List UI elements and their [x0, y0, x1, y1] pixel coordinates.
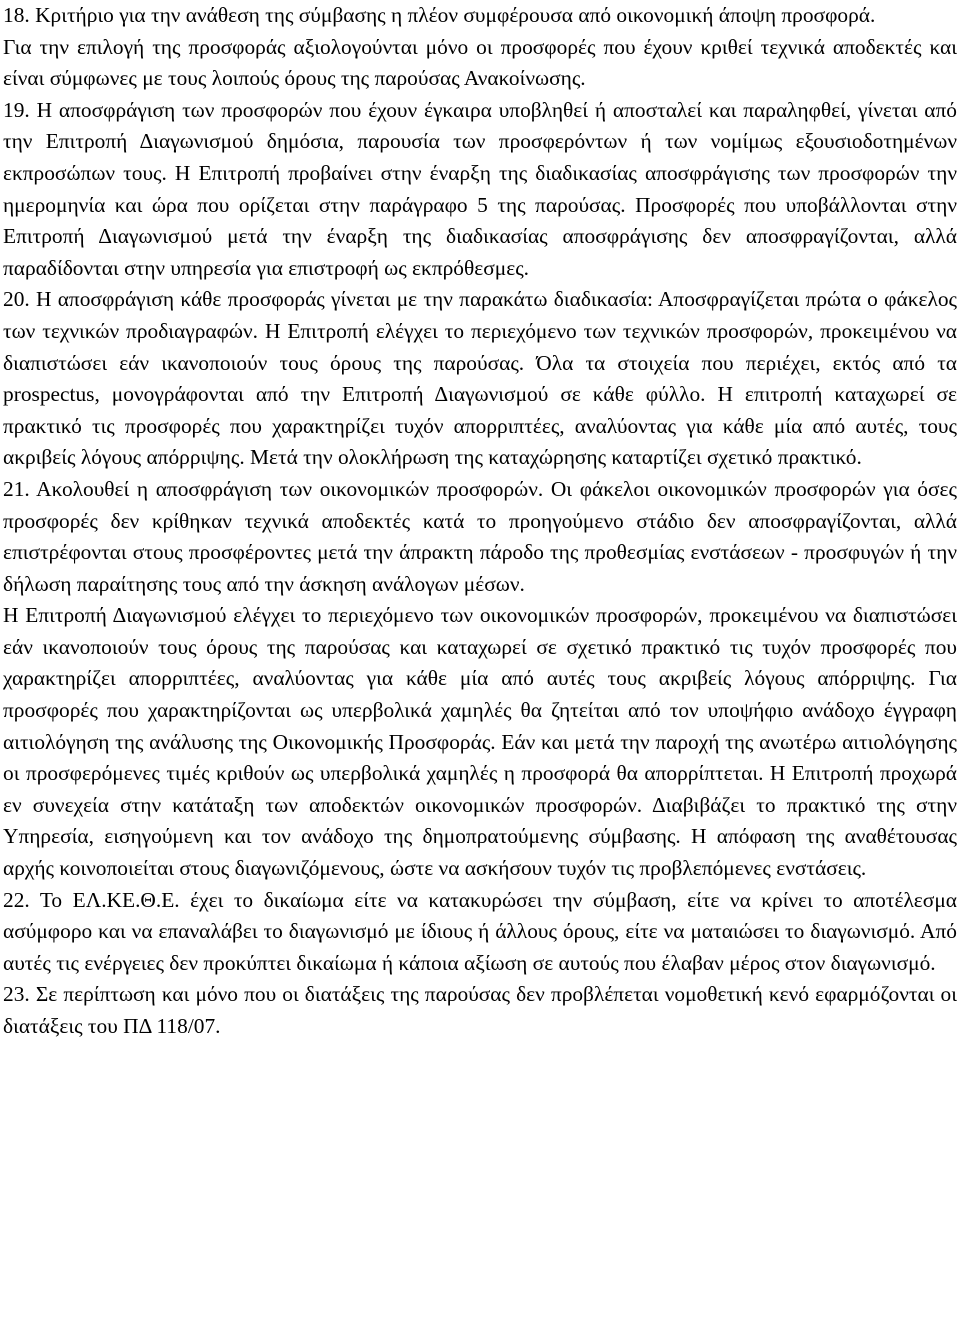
- paragraph-19-unsealing: 19. Η αποσφράγιση των προσφορών που έχουν έγκαιρα υποβληθεί ή αποσταλεί και παραληφθεί, γίνεται από την Επιτροπή Διαγωνισμού δημόσια, παρουσία των προσφερόντων ή των νομίμως εξουσιοδοτημένων εκπροσώπων τους. Η Επιτροπή προβαίνει στην έναρξη της διαδικασίας αποσφράγισης των προσφορών την ημερομηνία και ώρα που ορίζεται στην παράγραφο 5 της παρούσας. Προσφορές που υποβάλλονται στην Επιτροπή Διαγωνισμού μετά την έναρξη της διαδικασίας αποσφράγισης δεν αποσφραγίζονται, αλλά παραδίδονται στην υπηρεσία για επιστροφή ως εκπρόθεσμες.: [3, 97, 957, 280]
- paragraph-20-procedure: 20. Η αποσφράγιση κάθε προσφοράς γίνεται με την παρακάτω διαδικασία: Αποσφραγίζεται πρώτα ο φάκελος των τεχνικών προδιαγραφών. Η Επιτροπή ελέγχει το περιεχόμενο των τεχνικών προσφορών, προκειμένου να διαπιστώσει εάν ικανοποιούν τους όρους της παρούσας. Όλα τα στοιχεία που περιέχει, εκτός από τα prospectus, μονογράφονται από την Επιτροπή Διαγωνισμού σε κάθε φύλλο. Η επιτροπή καταχωρεί σε πρακτικό τις προσφορές που χαρακτηρίζει τυχόν απορριπτέες, αναλύοντας για κάθε μία από αυτές, τους ακριβείς λόγους απόρριψης. Μετά την ολοκλήρωση της καταχώρησης καταρτίζει σχετικό πρακτικό.: [3, 287, 957, 470]
- paragraph-offer-selection: Για την επιλογή της προσφοράς αξιολογούνται μόνο οι προσφορές που έχουν κριθεί τεχνικά αποδεκτές και είναι σύμφωνες με τους λοιπούς όρους της παρούσας Ανακοίνωσης.: [3, 34, 957, 91]
- paragraph-committee-review: Η Επιτροπή Διαγωνισμού ελέγχει το περιεχόμενο των οικονομικών προσφορών, προκειμένου να διαπιστώσει εάν ικανοποιούν τους όρους της παρούσας και καταχωρεί σε σχετικό πρακτικό τις τυχόν προσφορές που χαρακτηρίζει απορριπτέες, αναλύοντας για κάθε μία από αυτές τους ακριβείς λόγους απόρριψης. Για προσφορές που χαρακτηρίζονται ως υπερβολικά χαμηλές θα ζητείται από τον υποψήφιο ανάδοχο έγγραφη αιτιολόγηση της ανάλυσης της Οικονομικής Προσφοράς. Εάν και μετά την παροχή της ανωτέρω αιτιολόγησης οι προσφερόμενες τιμές κριθούν ως υπερβολικά χαμηλές η προσφορά θα απορρίπτεται. Η Επιτροπή προχωρά εν συνεχεία στην κατάταξη των αποδεκτών οικονομικών προσφορών. Διαβιβάζει το πρακτικό της στην Υπηρεσία, εισηγούμενη και τον ανάδοχο της δημοπρατούμενης σύμβασης. Η απόφαση της αναθέτουσας αρχής κοινοποιείται στους διαγωνιζόμενους, ώστε να ασκήσουν τυχόν τις προβλεπόμενες ενστάσεις.: [3, 603, 957, 881]
- paragraph-22-rights: 22. Το ΕΛ.ΚΕ.Θ.Ε. έχει το δικαίωμα είτε να κατακυρώσει την σύμβαση, είτε να κρίνει το αποτέλεσμα ασύμφορο και να επαναλάβει το διαγωνισμό με ίδιους ή άλλους όρους, είτε να ματαιώσει το διαγωνισμό. Από αυτές τις ενέργειες δεν προκύπτει δικαίωμα ή κάποια αξίωση σε αυτούς που έλαβαν μέρος στον διαγωνισμό.: [3, 887, 957, 975]
- paragraph-18-criterion: 18. Κριτήριο για την ανάθεση της σύμβασης η πλέον συμφέρουσα από οικονομική άποψη προσφορά.: [3, 3, 876, 27]
- paragraph-23-applicable-law: 23. Σε περίπτωση και μόνο που οι διατάξεις της παρούσας δεν προβλέπεται νομοθετική κενό εφαρμόζονται οι διατάξεις του ΠΔ 118/07.: [3, 982, 957, 1038]
- paragraph-21-financial-offers: 21. Ακολουθεί η αποσφράγιση των οικονομικών προσφορών. Οι φάκελοι οικονομικών προσφορών για όσες προσφορές δεν κρίθηκαν τεχνικά αποδεκτές κατά το προηγούμενο στάδιο δεν αποσφραγίζονται, αλλά επιστρέφονται στους προσφέροντες μετά την άπρακτη πάροδο της προθεσμίας ενστάσεων - προσφυγών ή την δήλωση παραίτησης τους από την άσκηση ανάλογων μέσων.: [3, 476, 957, 596]
